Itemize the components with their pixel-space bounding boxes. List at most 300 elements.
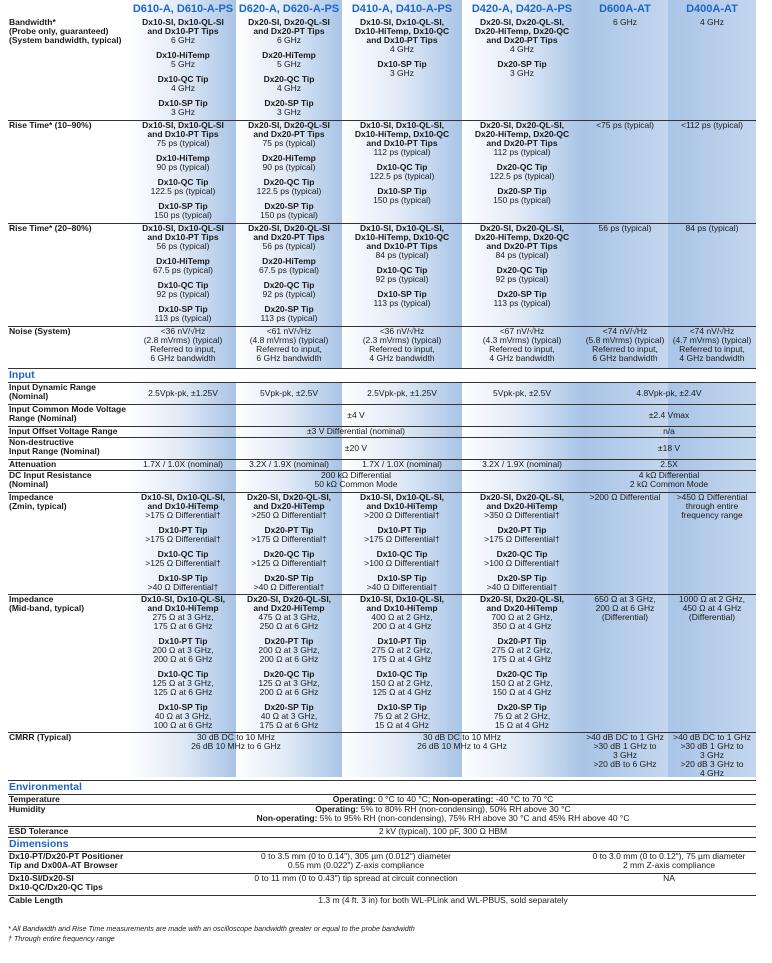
op-label: Operating:: [315, 804, 359, 814]
spec-group: [463, 290, 581, 308]
tip-heading: Dx10-SP Tip: [377, 701, 427, 712]
spec-value: 56 ps (typical): [598, 223, 652, 233]
spec-group: [237, 51, 341, 69]
spec-group: [343, 163, 461, 181]
op-label: Operating:: [332, 794, 376, 804]
spec-group: [131, 637, 235, 664]
spec-group: [463, 703, 581, 730]
spec-group: [237, 493, 341, 520]
spec-group: [131, 121, 235, 148]
spec-value: 75 ps (typical): [262, 137, 316, 148]
spec-group: [237, 637, 341, 664]
tip-heading: Dx20-SP Tip: [497, 572, 547, 583]
footnote: * All Bandwidth and Rise Time measurements are made with an oscilloscope bandwidth greater or equal to the probe bandwidth: [8, 924, 415, 933]
spec-value: 112 ps (typical): [493, 146, 551, 157]
row-label: Rise Time* (20–80%): [8, 223, 130, 326]
spec-group: [131, 18, 235, 45]
spec-value: 113 ps (typical): [373, 297, 431, 308]
spec-cell: [582, 470, 756, 492]
spec-cell: 2 kV (typical), 100 pF, 300 Ω HBM: [130, 826, 756, 837]
spec-cell: >40 dB DC to 1 GHz >30 dB 1 GHz to 3 GHz >20 dB 3 GHz to 4 GHz: [668, 732, 756, 780]
spec-value: 3 GHz: [170, 107, 196, 117]
spec-value: >40 Ω Differential†: [486, 581, 558, 592]
spec-cell: [130, 18, 236, 120]
spec-group: [131, 224, 235, 251]
spec-value: 75 Ω at 2 GHz, 15 Ω at 4 GHz: [373, 710, 431, 730]
spec-cell: [236, 223, 342, 326]
tip-heading: Dx10-HiTemp: [156, 152, 210, 163]
spec-value: 700 Ω at 2 GHz, 350 Ω at 4 GHz: [491, 611, 553, 631]
spec-cell: 30 dB DC to 10 MHz 26 dB 10 MHz to 4 GHz: [342, 732, 582, 780]
tip-heading: Dx10-SP Tip: [377, 288, 427, 299]
tip-heading: Dx10-PT Tip: [158, 524, 208, 535]
row-impedance-zmin: [8, 492, 756, 594]
spec-value: 650 Ω at 3 GHz, 200 Ω at 6 GHz (Differential): [594, 594, 656, 622]
tip-heading: Dx20-SP Tip: [497, 59, 547, 69]
spec-value: 275 Ω at 3 GHz, 175 Ω at 6 GHz: [152, 611, 214, 631]
spec-cell: 0 to 3.5 mm (0 to 0.14"), 305 µm (0.012") diameter 0.55 mm (0.022") Z-axis compliance: [130, 851, 582, 873]
row-attenuation: [8, 459, 756, 470]
spec-group: [583, 121, 667, 130]
spec-value: 1000 Ω at 2 GHz, 450 Ω at 4 GHz (Differential): [679, 594, 745, 622]
spec-cell: ±20 V: [130, 437, 582, 459]
spec-value: 112 ps (typical): [373, 146, 431, 157]
spec-group: [463, 574, 581, 592]
spec-cell: [462, 594, 582, 732]
spec-cell: [130, 492, 236, 594]
spec-group: [463, 121, 581, 157]
tip-heading: Dx10-SP Tip: [158, 98, 208, 108]
tip-heading: Dx10-HiTemp: [156, 255, 210, 266]
spec-value: >100 Ω Differential†: [484, 557, 560, 568]
row-label: ESD Tolerance: [8, 826, 130, 837]
spec-group: [343, 670, 461, 697]
tip-heading: Dx10-SP Tip: [377, 59, 427, 69]
spec-cell: [342, 492, 462, 594]
tip-heading: Dx10-PT Tip: [158, 635, 208, 646]
spec-value: 6 GHz: [612, 18, 638, 27]
spec-value: 90 ps (typical): [156, 161, 210, 172]
spec-group: [463, 493, 581, 520]
spec-cell: [236, 18, 342, 120]
spec-cell: [130, 223, 236, 326]
row-label: Noise (System): [8, 326, 130, 368]
footnote: † Through entire frequency range: [8, 934, 115, 943]
tip-heading: Dx10-PT Tip: [377, 635, 427, 646]
row-label: Impedance (Mid-band, typical): [8, 594, 130, 732]
spec-group: [237, 281, 341, 299]
spec-group: [343, 290, 461, 308]
spec-value: >175 Ω Differential†: [484, 533, 560, 544]
op-value: 0 °C to 40 °C;: [375, 794, 433, 804]
header-row: [8, 0, 756, 18]
spec-group: [237, 305, 341, 323]
row-cable: [8, 895, 756, 906]
spec-value: 125 Ω at 3 GHz, 200 Ω at 6 GHz: [258, 677, 320, 697]
spec-cell: [462, 492, 582, 594]
row-nondestructive: [8, 437, 756, 459]
spec-value: 92 ps (typical): [495, 273, 549, 284]
tip-heading: Dx20-SP Tip: [264, 572, 314, 583]
row-label: Temperature: [8, 794, 130, 804]
tip-heading: Dx20-HiTemp: [262, 50, 316, 60]
spec-group: [131, 305, 235, 323]
spec-value: 67.5 ps (typical): [153, 264, 213, 275]
tip-heading: Dx20-SP Tip: [497, 288, 547, 299]
row-temperature: [8, 794, 756, 804]
spec-group: [463, 670, 581, 697]
spec-value: >250 Ω Differential†: [251, 509, 327, 520]
spec-cell: [130, 594, 236, 732]
tip-heading: Dx20-SI, Dx20-QL-SI and Dx20-PT Tips: [248, 120, 330, 139]
spec-group: [237, 178, 341, 196]
spec-group: [237, 703, 341, 730]
tip-heading: Dx10-SI, Dx10-QL-SI, Dx10-HiTemp, Dx10-QC and Dx10-PT Tips: [354, 18, 450, 45]
spec-cell: <36 nV/√Hz (2.8 mVrms) (typical) Referred to input, 6 GHz bandwidth: [130, 326, 236, 368]
tip-heading: Dx20-SI, Dx20-QL-SI, and Dx20-HiTemp: [479, 594, 565, 613]
spec-cell: [342, 594, 462, 732]
nonop-value: -40 °C to 70 °C: [493, 794, 554, 804]
spec-value: 6 GHz: [170, 35, 196, 45]
tip-heading: Dx10-SI, Dx10-QL-SI and Dx10-PT Tips: [142, 223, 224, 242]
tip-heading: Dx20-HiTemp: [262, 152, 316, 163]
col-header: D400A-AT: [686, 3, 738, 15]
spec-group: [343, 493, 461, 520]
spec-group: [669, 18, 755, 27]
spec-value: >125 Ω Differential†: [145, 557, 221, 568]
spec-value: >450 Ω Differential through entire frequency range: [676, 492, 748, 520]
spec-group: [343, 595, 461, 631]
tip-heading: Dx20-HiTemp: [262, 255, 316, 266]
spec-cell: [130, 794, 756, 804]
spec-cell: [582, 120, 668, 223]
spec-value: 122.5 ps (typical): [150, 185, 216, 196]
col-header: D610-A, D610-A-PS: [132, 3, 234, 15]
spec-value: 67.5 ps (typical): [259, 264, 319, 275]
row-label: Rise Time* (10–90%): [8, 120, 130, 223]
row-offset: [8, 426, 756, 437]
spec-group: [669, 121, 755, 130]
spec-group: [463, 637, 581, 664]
spec-group: [131, 493, 235, 520]
spec-value: 200 Ω at 3 GHz, 200 Ω at 6 GHz: [152, 644, 214, 664]
spec-group: [131, 670, 235, 697]
tip-heading: Dx10-SI, Dx10-QL-SI, and Dx10-HiTemp: [140, 594, 226, 613]
spec-value: 56 ps (typical): [262, 240, 316, 251]
tip-heading: Dx20-QC Tip: [496, 548, 548, 559]
spec-group: [237, 595, 341, 631]
col-header: D600A-AT: [599, 3, 651, 15]
spec-group: [583, 493, 667, 502]
spec-group: [583, 595, 667, 622]
spec-value: 400 Ω at 2 GHz, 200 Ω at 4 GHz: [371, 611, 433, 631]
spec-group: [343, 121, 461, 157]
tip-heading: Dx20-SP Tip: [497, 701, 547, 712]
spec-cell: 30 dB DC to 10 MHz 26 dB 10 MHz to 6 GHz: [130, 732, 342, 780]
spec-cell: 1.3 m (4 ft. 3 in) for both WL-PLink and WL-PBUS, sold separately: [130, 895, 756, 906]
spec-group: [463, 266, 581, 284]
spec-cell: n/a: [582, 426, 756, 437]
nonop-label: Non-operating:: [256, 812, 318, 823]
spec-value: 84 ps (typical): [685, 223, 739, 233]
row-impedance-mid: [8, 594, 756, 732]
spec-cell: [342, 120, 462, 223]
tip-heading: Dx20-SI, Dx20-QL-SI, and Dx20-HiTemp: [246, 594, 332, 613]
spec-cell: [130, 804, 756, 826]
spec-cell: ±2.4 Vmax: [582, 404, 756, 426]
tip-heading: Dx10-QC Tip: [157, 548, 209, 559]
tip-heading: Dx10-SI, Dx10-QL-SI, Dx10-HiTemp, Dx10-QC and Dx10-PT Tips: [354, 120, 450, 148]
spec-cell: [582, 492, 668, 594]
spec-value: 5 GHz: [276, 59, 302, 69]
spec-group: [463, 187, 581, 205]
spec-value: 113 ps (typical): [493, 297, 551, 308]
spec-value: >350 Ω Differential†: [484, 509, 560, 520]
spec-cell: <74 nV/√Hz (4.7 mVrms) (typical) Referred to input, 4 GHz bandwidth: [668, 326, 756, 368]
spec-group: [131, 202, 235, 220]
spec-value: 125 Ω at 3 GHz, 125 Ω at 6 GHz: [152, 677, 214, 697]
spec-group: [343, 224, 461, 260]
spec-value: 3 GHz: [389, 68, 415, 78]
dc-resistance-diff: 200 kΩ Differential: [321, 470, 391, 480]
row-label: Impedance (Zmin, typical): [8, 492, 130, 594]
tip-heading: Dx20-QC Tip: [496, 161, 548, 172]
spec-cell: [668, 120, 756, 223]
spec-group: [463, 224, 581, 260]
tip-heading: Dx20-SI, Dx20-QL-SI, Dx20-HiTemp, Dx20-QC and Dx20-PT Tips: [474, 120, 570, 148]
spec-value: 150 Ω at 2 GHz, 125 Ω at 4 GHz: [371, 677, 433, 697]
spec-group: [463, 163, 581, 181]
spec-group: [583, 18, 667, 27]
tip-heading: Dx10-QC Tip: [157, 668, 209, 679]
row-spread: [8, 873, 756, 895]
tip-heading: Dx10-SI, Dx10-QL-SI and Dx10-PT Tips: [142, 18, 224, 36]
spec-cell: [668, 18, 756, 120]
spec-value: 90 ps (typical): [262, 161, 316, 172]
spec-value: >200 Ω Differential†: [364, 509, 440, 520]
spec-value: 275 Ω at 2 GHz, 175 Ω at 4 GHz: [371, 644, 433, 664]
tip-heading: Dx20-QC Tip: [263, 176, 315, 187]
spec-cell: [342, 223, 462, 326]
spec-cell: [236, 492, 342, 594]
spec-group: [237, 224, 341, 251]
spec-value: 122.5 ps (typical): [489, 170, 555, 181]
tip-heading: Dx10-QC Tip: [157, 74, 209, 84]
spec-group: [131, 703, 235, 730]
spec-cell: 3.2X / 1.9X (nominal): [236, 459, 342, 470]
spec-value: 275 Ω at 2 GHz, 175 Ω at 4 GHz: [491, 644, 553, 664]
spec-group: [669, 493, 755, 520]
tip-heading: Dx20-SP Tip: [264, 303, 314, 314]
spec-group: [237, 18, 341, 45]
tip-heading: Dx10-SI, Dx10-QL-SI, Dx10-HiTemp, Dx10-QC and Dx10-PT Tips: [354, 223, 450, 251]
spec-value: 150 ps (typical): [493, 194, 551, 205]
spec-cell: <74 nV/√Hz (5.8 mVrms) (typical) Referred to input, 6 GHz bandwidth: [582, 326, 668, 368]
spec-group: [237, 99, 341, 117]
row-label: Humidity: [8, 804, 130, 826]
row-common-mode: [8, 404, 756, 426]
spec-cell: [236, 594, 342, 732]
tip-heading: Dx20-PT Tip: [264, 524, 314, 535]
spec-cell: 5Vpk-pk, ±2.5V: [236, 382, 342, 404]
spec-value: 4 GHz: [699, 18, 725, 27]
tip-heading: Dx10-SP Tip: [377, 572, 427, 583]
spec-group: [237, 121, 341, 148]
spec-value: 56 ps (typical): [156, 240, 210, 251]
tip-heading: Dx10-QC Tip: [376, 161, 428, 172]
spec-cell: NA: [582, 873, 756, 895]
spec-table: [8, 0, 756, 906]
spec-cell: [130, 120, 236, 223]
spec-value: 92 ps (typical): [262, 288, 316, 299]
row-dynamic-range: [8, 382, 756, 404]
spec-value: 40 Ω at 3 GHz, 100 Ω at 6 GHz: [153, 710, 213, 730]
spec-cell: 0 to 11 mm (0 to 0.43") tip spread at circuit connection: [130, 873, 582, 895]
dc-resistance-diff: 4 kΩ Differential: [638, 470, 700, 480]
spec-group: [131, 178, 235, 196]
spec-value: 75 ps (typical): [156, 137, 210, 148]
spec-value: >40 Ω Differential†: [147, 581, 219, 592]
spec-value: >40 Ω Differential†: [366, 581, 438, 592]
spec-cell: [582, 18, 668, 120]
spec-group: [463, 550, 581, 568]
tip-heading: Dx20-PT Tip: [497, 635, 547, 646]
spec-value: 150 ps (typical): [373, 194, 431, 205]
spec-value: 150 Ω at 2 GHz, 150 Ω at 4 GHz: [491, 677, 553, 697]
tip-heading: Dx10-SI, Dx10-QL-SI, and Dx10-HiTemp: [140, 492, 226, 511]
spec-value: >175 Ω Differential†: [251, 533, 327, 544]
col-header: D620-A, D620-A-PS: [238, 3, 340, 15]
spec-group: [343, 526, 461, 544]
tip-heading: Dx10-SP Tip: [158, 701, 208, 712]
spec-value: >175 Ω Differential†: [145, 509, 221, 520]
spec-cell: 2.5Vpk-pk, ±1.25V: [130, 382, 236, 404]
spec-group: [343, 574, 461, 592]
spec-value: >40 Ω Differential†: [253, 581, 325, 592]
spec-value: 92 ps (typical): [156, 288, 210, 299]
tip-heading: Dx20-QC Tip: [263, 279, 315, 290]
tip-heading: Dx20-QC Tip: [263, 74, 315, 84]
spec-cell: [462, 223, 582, 326]
spec-cell: [582, 594, 668, 732]
row-label: Input Common Mode Voltage Range (Nominal): [8, 404, 130, 426]
spec-group: [237, 574, 341, 592]
spec-group: [669, 224, 755, 233]
tip-heading: Dx10-QC Tip: [376, 264, 428, 275]
row-label: DC Input Resistance (Nominal): [8, 470, 130, 492]
spec-cell: [462, 120, 582, 223]
spec-value: 122.5 ps (typical): [369, 170, 435, 181]
spec-group: [583, 224, 667, 233]
spec-cell: 3.2X / 1.9X (nominal): [462, 459, 582, 470]
row-bandwidth: [8, 18, 756, 120]
row-humidity: [8, 804, 756, 826]
tip-heading: Dx10-QC Tip: [376, 548, 428, 559]
spec-cell: <67 nV/√Hz (4.3 mVrms) (typical) Referred to input, 4 GHz bandwidth: [462, 326, 582, 368]
tip-heading: Dx20-PT Tip: [264, 635, 314, 646]
spec-group: [343, 60, 461, 78]
spec-group: [463, 526, 581, 544]
section-input: [8, 368, 756, 382]
spec-cell: 2.5Vpk-pk, ±1.25V: [342, 382, 462, 404]
spec-group: [343, 18, 461, 54]
tip-heading: Dx20-PT Tip: [497, 524, 547, 535]
spec-group: [343, 550, 461, 568]
spec-value: 40 Ω at 3 GHz, 175 Ω at 6 GHz: [259, 710, 319, 730]
spec-group: [237, 670, 341, 697]
tip-heading: Dx10-SI, Dx10-QL-SI, and Dx10-HiTemp: [359, 492, 445, 511]
spec-group: [131, 75, 235, 93]
spec-group: [237, 75, 341, 93]
row-label: Dx10-PT/Dx20-PT Positioner Tip and Dx00A-AT Browser: [8, 851, 130, 873]
spec-group: [463, 18, 581, 54]
tip-heading: Dx20-SI, Dx20-QL-SI and Dx20-PT Tips: [248, 223, 330, 242]
spec-group: [131, 99, 235, 117]
spec-value: 4 GHz: [170, 83, 196, 93]
tip-heading: Dx20-SP Tip: [264, 200, 314, 211]
row-rise-10-90: [8, 120, 756, 223]
spec-value: 84 ps (typical): [495, 249, 549, 260]
tip-heading: Dx20-SI, Dx20-QL-SI, and Dx20-HiTemp: [479, 492, 565, 511]
spec-value: 4 GHz: [389, 44, 415, 54]
spec-value: 3 GHz: [509, 68, 535, 78]
spec-group: [131, 526, 235, 544]
tip-heading: Dx20-QC Tip: [263, 668, 315, 679]
spec-value: 6 GHz: [276, 35, 302, 45]
tip-heading: Dx10-QC Tip: [376, 668, 428, 679]
row-rise-20-80: [8, 223, 756, 326]
spec-group: [343, 266, 461, 284]
spec-cell: [130, 470, 582, 492]
row-label: Attenuation: [8, 459, 130, 470]
tip-heading: Dx10-SI, Dx10-QL-SI and Dx10-PT Tips: [142, 120, 224, 139]
tip-heading: Dx10-SP Tip: [158, 200, 208, 211]
spec-value: 75 Ω at 2 GHz, 15 Ω at 4 GHz: [493, 710, 551, 730]
dc-resistance-cm: 50 kΩ Common Mode: [314, 478, 398, 489]
spec-group: [131, 550, 235, 568]
spec-value: 113 ps (typical): [154, 312, 212, 323]
spec-group: [343, 703, 461, 730]
spec-group: [237, 257, 341, 275]
spec-value: >100 Ω Differential†: [364, 557, 440, 568]
spec-value: 3 GHz: [276, 107, 302, 117]
tip-heading: Dx20-SP Tip: [264, 98, 314, 108]
tip-heading: Dx20-QC Tip: [496, 668, 548, 679]
tip-heading: Dx10-QC Tip: [157, 176, 209, 187]
tip-heading: Dx20-SI, Dx20-QL-SI, Dx20-HiTemp, Dx20-QC and Dx20-PT Tips: [474, 18, 570, 45]
spec-value: >125 Ω Differential†: [251, 557, 327, 568]
spec-group: [131, 257, 235, 275]
row-esd: [8, 826, 756, 837]
row-label: Bandwidth* (Probe only, guaranteed) (System bandwidth, typical): [9, 18, 122, 45]
spec-value: 92 ps (typical): [375, 273, 429, 284]
row-noise: [8, 326, 756, 368]
tip-heading: Dx20-SI, Dx20-QL-SI, Dx20-HiTemp, Dx20-QC and Dx20-PT Tips: [474, 223, 570, 251]
spec-value: >200 Ω Differential: [589, 492, 661, 502]
col-header: D420-A, D420-A-PS: [471, 3, 573, 15]
spec-value: 475 Ω at 3 GHz, 250 Ω at 6 GHz: [258, 611, 320, 631]
spec-group: [131, 51, 235, 69]
spec-value: 122.5 ps (typical): [256, 185, 322, 196]
tip-heading: Dx10-SI, Dx10-QL-SI, and Dx10-HiTemp: [359, 594, 445, 613]
spec-cell: <36 nV/√Hz (2.3 mVrms) (typical) Referred to input, 4 GHz bandwidth: [342, 326, 462, 368]
row-cmrr: [8, 732, 756, 780]
spec-value: 113 ps (typical): [260, 312, 318, 323]
spec-cell: [462, 18, 582, 120]
col-header: D410-A, D410-A-PS: [351, 3, 453, 15]
spec-cell: 1.7X / 1.0X (nominal): [130, 459, 236, 470]
row-positioner: [8, 851, 756, 873]
